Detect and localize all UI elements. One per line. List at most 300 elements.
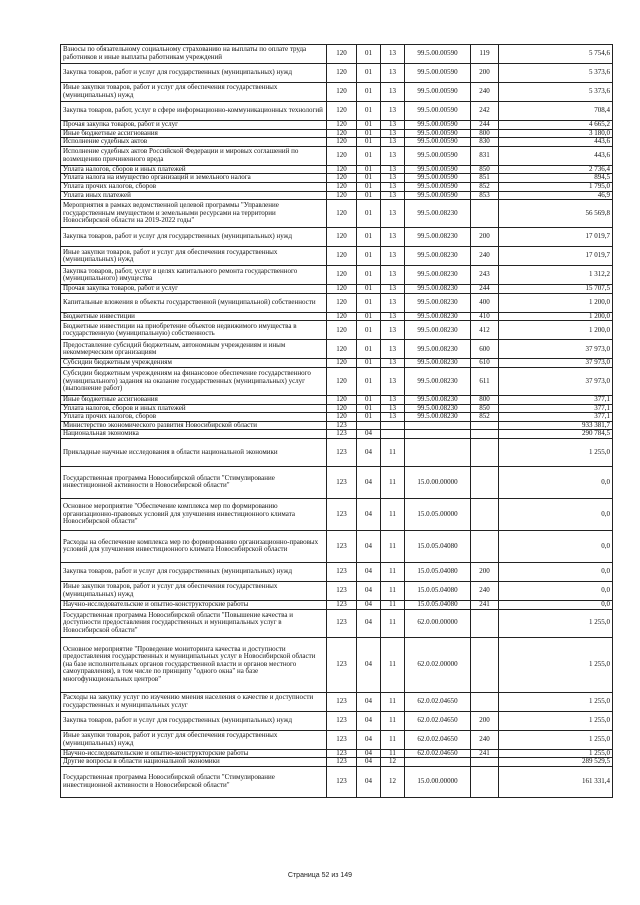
cell-ved: 123 (327, 438, 357, 466)
table-row (61, 138, 613, 147)
cell-csr: 99.5.00.08230 (405, 404, 471, 413)
cell-vr: 240 (471, 247, 499, 266)
cell-csr: 99.5.00.08230 (405, 312, 471, 321)
cell-name: Уплата налогов, сборов и иных платежей (61, 404, 327, 413)
cell-amount: 37 973,0 (499, 340, 613, 359)
cell-vr: 200 (471, 64, 499, 83)
cell-vr: 611 (471, 367, 499, 395)
cell-amount: 4 665,2 (499, 121, 613, 130)
cell-pr: 11 (381, 466, 405, 498)
cell-amount: 1 255,0 (499, 749, 613, 758)
cell-vr: 119 (471, 45, 499, 64)
cell-vr: 610 (471, 359, 499, 368)
cell-vr (471, 530, 499, 562)
cell-ved: 120 (327, 138, 357, 147)
cell-vr: 242 (471, 102, 499, 121)
cell-name: Иные закупки товаров, работ и услуг для обеспечения государственных (муниципальных) нужд (61, 83, 327, 102)
cell-name: Бюджетные инвестиции на приобретение объектов недвижимого имущества в государственную (муниципальную) собственность (61, 321, 327, 340)
cell-ved: 123 (327, 581, 357, 600)
cell-rz: 04 (357, 581, 381, 600)
cell-csr: 99.5.00.00590 (405, 83, 471, 102)
cell-pr: 13 (381, 359, 405, 368)
cell-vr: 200 (471, 562, 499, 581)
cell-amount: 1 255,0 (499, 692, 613, 711)
cell-vr (471, 609, 499, 637)
cell-rz: 01 (357, 228, 381, 247)
cell-vr: 853 (471, 191, 499, 200)
cell-name: Взносы по обязательному социальному страхованию на выплаты по оплате труда работников и иные выплаты работникам учреждений (61, 45, 327, 64)
cell-vr (471, 758, 499, 767)
table-row (61, 395, 613, 404)
cell-rz: 01 (357, 367, 381, 395)
cell-ved: 123 (327, 430, 357, 439)
cell-ved: 123 (327, 758, 357, 767)
cell-csr: 15.0.05.00000 (405, 498, 471, 530)
cell-csr: 99.5.00.08230 (405, 293, 471, 312)
cell-rz: 01 (357, 83, 381, 102)
cell-rz: 01 (357, 293, 381, 312)
cell-pr: 11 (381, 600, 405, 609)
table-row (61, 413, 613, 422)
table-row (61, 191, 613, 200)
cell-ved: 120 (327, 165, 357, 174)
table-row (61, 247, 613, 266)
cell-name: Бюджетные инвестиции (61, 312, 327, 321)
cell-ved: 120 (327, 146, 357, 165)
cell-amount: 37 973,0 (499, 359, 613, 368)
cell-ved: 120 (327, 121, 357, 130)
cell-vr: 244 (471, 285, 499, 294)
cell-name: Другие вопросы в области национальной экономики (61, 758, 327, 767)
cell-amount: 1 255,0 (499, 711, 613, 730)
cell-ved: 120 (327, 228, 357, 247)
cell-amount: 1 312,2 (499, 266, 613, 285)
cell-csr: 15.0.05.04080 (405, 530, 471, 562)
cell-amount: 0,0 (499, 530, 613, 562)
cell-pr: 13 (381, 228, 405, 247)
cell-rz: 04 (357, 466, 381, 498)
cell-name: Закупка товаров, работ и услуг для государственных (муниципальных) нужд (61, 711, 327, 730)
cell-csr: 99.5.00.00590 (405, 121, 471, 130)
cell-csr: 62.0.02.00000 (405, 637, 471, 692)
cell-ved: 120 (327, 266, 357, 285)
cell-pr: 13 (381, 191, 405, 200)
cell-rz: 04 (357, 600, 381, 609)
cell-rz: 01 (357, 165, 381, 174)
cell-pr: 13 (381, 321, 405, 340)
cell-ved: 123 (327, 711, 357, 730)
cell-pr: 11 (381, 730, 405, 749)
cell-name: Министерство экономического развития Новосибирской области (61, 421, 327, 430)
cell-csr: 62.0.00.00000 (405, 609, 471, 637)
cell-name: Закупка товаров, работ, услуг в сфере информационно-коммуникационных технологий (61, 102, 327, 121)
cell-ved: 120 (327, 395, 357, 404)
cell-ved: 123 (327, 692, 357, 711)
cell-pr: 13 (381, 45, 405, 64)
cell-amount: 1 200,0 (499, 321, 613, 340)
cell-name: Иные бюджетные ассигнования (61, 395, 327, 404)
cell-name: Научно-исследовательские и опытно-конструкторские работы (61, 600, 327, 609)
cell-pr: 13 (381, 146, 405, 165)
cell-rz: 01 (357, 404, 381, 413)
table-row (61, 637, 613, 692)
cell-pr (381, 430, 405, 439)
cell-rz: 01 (357, 266, 381, 285)
cell-vr: 850 (471, 165, 499, 174)
table-row (61, 266, 613, 285)
cell-amount: 2 736,4 (499, 165, 613, 174)
cell-ved: 120 (327, 200, 357, 228)
cell-amount: 0,0 (499, 466, 613, 498)
cell-csr: 99.5.00.00590 (405, 138, 471, 147)
table-row (61, 466, 613, 498)
cell-amount: 443,6 (499, 146, 613, 165)
cell-rz: 01 (357, 191, 381, 200)
cell-vr: 852 (471, 413, 499, 422)
table-row (61, 498, 613, 530)
table-row (61, 200, 613, 228)
budget-table-body (61, 45, 613, 798)
table-row (61, 321, 613, 340)
cell-vr: 244 (471, 121, 499, 130)
cell-rz: 01 (357, 247, 381, 266)
cell-csr: 99.5.00.08230 (405, 285, 471, 294)
cell-csr: 99.5.00.00590 (405, 191, 471, 200)
cell-name: Закупка товаров, работ и услуг для государственных (муниципальных) нужд (61, 64, 327, 83)
cell-vr: 831 (471, 146, 499, 165)
table-row (61, 285, 613, 294)
cell-ved: 123 (327, 730, 357, 749)
cell-pr: 13 (381, 64, 405, 83)
cell-pr: 13 (381, 285, 405, 294)
cell-vr: 800 (471, 395, 499, 404)
cell-ved: 123 (327, 609, 357, 637)
cell-rz: 01 (357, 285, 381, 294)
cell-ved: 120 (327, 182, 357, 191)
cell-ved: 120 (327, 321, 357, 340)
cell-amount: 1 200,0 (499, 312, 613, 321)
cell-ved: 123 (327, 498, 357, 530)
table-row (61, 174, 613, 183)
table-row (61, 367, 613, 395)
cell-csr: 15.0.05.04080 (405, 581, 471, 600)
cell-vr (471, 766, 499, 797)
cell-pr: 13 (381, 165, 405, 174)
cell-ved: 123 (327, 637, 357, 692)
cell-vr: 240 (471, 730, 499, 749)
cell-pr: 11 (381, 581, 405, 600)
cell-vr: 400 (471, 293, 499, 312)
cell-vr: 410 (471, 312, 499, 321)
cell-ved: 120 (327, 340, 357, 359)
cell-ved: 120 (327, 64, 357, 83)
cell-rz: 04 (357, 562, 381, 581)
cell-pr: 13 (381, 293, 405, 312)
cell-csr: 99.5.00.08230 (405, 266, 471, 285)
cell-ved: 120 (327, 191, 357, 200)
cell-name: Иные закупки товаров, работ и услуг для обеспечения государственных (муниципальных) нужд (61, 581, 327, 600)
cell-ved: 120 (327, 129, 357, 138)
cell-csr: 15.0.00.00000 (405, 466, 471, 498)
cell-rz: 01 (357, 395, 381, 404)
cell-ved: 120 (327, 312, 357, 321)
cell-csr: 15.0.05.04080 (405, 600, 471, 609)
cell-pr: 11 (381, 749, 405, 758)
cell-pr: 11 (381, 498, 405, 530)
table-row (61, 359, 613, 368)
cell-csr: 99.5.00.00590 (405, 174, 471, 183)
cell-vr (471, 466, 499, 498)
cell-ved: 120 (327, 83, 357, 102)
cell-pr: 13 (381, 404, 405, 413)
table-row (61, 692, 613, 711)
cell-vr: 200 (471, 711, 499, 730)
cell-pr: 13 (381, 83, 405, 102)
cell-ved: 120 (327, 247, 357, 266)
cell-name: Основное мероприятие "Проведение мониторинга качества и доступности предоставления государственных и муниципальных услуг в Новосибирской области (на базе исполнительных органов государственной власти и органов местного самоуправления), в том числе по принципу "одного окна" на базе многофункциональных центров" (61, 637, 327, 692)
cell-name: Уплата прочих налогов, сборов (61, 182, 327, 191)
page-number: Страница 52 из 149 (287, 872, 353, 879)
cell-amount: 17 019,7 (499, 228, 613, 247)
cell-csr: 99.5.00.00590 (405, 182, 471, 191)
cell-csr: 99.5.00.08230 (405, 228, 471, 247)
cell-amount: 5 754,6 (499, 45, 613, 64)
cell-vr: 800 (471, 129, 499, 138)
cell-amount: 933 381,7 (499, 421, 613, 430)
cell-csr: 62.0.02.04650 (405, 730, 471, 749)
cell-name: Научно-исследовательские и опытно-конструкторские работы (61, 749, 327, 758)
cell-pr: 13 (381, 312, 405, 321)
cell-ved: 120 (327, 367, 357, 395)
cell-name: Закупка товаров, работ, услуг в целях капитального ремонта государственного (муниципального) имущества (61, 266, 327, 285)
budget-table (60, 44, 613, 798)
table-row (61, 600, 613, 609)
cell-rz: 01 (357, 340, 381, 359)
cell-rz: 04 (357, 749, 381, 758)
table-row (61, 293, 613, 312)
cell-name: Государственная программа Новосибирской области "Повышение качества и доступности предоставления государственных и муниципальных услуг в Новосибирской области" (61, 609, 327, 637)
cell-name: Субсидии бюджетным учреждениям на финансовое обеспечение государственного (муниципального) задания на оказание государственных (муниципальных) услуг (выполнение работ) (61, 367, 327, 395)
cell-amount: 17 019,7 (499, 247, 613, 266)
cell-rz: 01 (357, 312, 381, 321)
cell-csr: 99.5.00.08230 (405, 395, 471, 404)
cell-pr: 11 (381, 609, 405, 637)
cell-csr: 99.5.00.08230 (405, 359, 471, 368)
cell-amount: 377,1 (499, 395, 613, 404)
table-row (61, 562, 613, 581)
cell-amount: 46,9 (499, 191, 613, 200)
cell-rz: 01 (357, 102, 381, 121)
cell-name: Прикладные научные исследования в области национальной экономики (61, 438, 327, 466)
cell-vr (471, 200, 499, 228)
cell-rz: 01 (357, 321, 381, 340)
table-row (61, 421, 613, 430)
table-row (61, 438, 613, 466)
cell-csr (405, 430, 471, 439)
cell-name: Мероприятия в рамках ведомственной целевой программы "Управление государственным имуществом и земельными ресурсами на территории Новосибирской области на 2019-2022 годы" (61, 200, 327, 228)
cell-name: Иные закупки товаров, работ и услуг для обеспечения государственных (муниципальных) нужд (61, 730, 327, 749)
cell-pr (381, 421, 405, 430)
table-row (61, 766, 613, 797)
table-row (61, 609, 613, 637)
cell-rz: 04 (357, 711, 381, 730)
cell-rz: 01 (357, 146, 381, 165)
cell-amount: 161 331,4 (499, 766, 613, 797)
table-row (61, 129, 613, 138)
cell-csr (405, 758, 471, 767)
cell-csr: 99.5.00.00590 (405, 129, 471, 138)
cell-csr: 99.5.00.00590 (405, 146, 471, 165)
cell-amount: 377,1 (499, 404, 613, 413)
cell-amount: 894,5 (499, 174, 613, 183)
table-row (61, 182, 613, 191)
table-row (61, 730, 613, 749)
cell-name: Прочая закупка товаров, работ и услуг (61, 121, 327, 130)
cell-name: Уплата налога на имущество организаций и земельного налога (61, 174, 327, 183)
table-row (61, 165, 613, 174)
cell-amount: 1 795,0 (499, 182, 613, 191)
cell-rz: 01 (357, 138, 381, 147)
table-row (61, 749, 613, 758)
cell-vr: 240 (471, 83, 499, 102)
cell-vr: 412 (471, 321, 499, 340)
cell-csr: 99.5.00.08230 (405, 367, 471, 395)
cell-name: Уплата налогов, сборов и иных платежей (61, 165, 327, 174)
cell-amount: 1 200,0 (499, 293, 613, 312)
cell-amount: 708,4 (499, 102, 613, 121)
cell-name: Расходы на закупку услуг по изучению мнения населения о качестве и доступности государственных и муниципальных услуг (61, 692, 327, 711)
cell-name: Капитальные вложения в объекты государственной (муниципальной) собственности (61, 293, 327, 312)
cell-vr: 240 (471, 581, 499, 600)
cell-amount: 0,0 (499, 562, 613, 581)
cell-name: Закупка товаров, работ и услуг для государственных (муниципальных) нужд (61, 228, 327, 247)
cell-name: Расходы на обеспечение комплекса мер по формированию организационно-правовых условий для улучшения инвестиционного климата Новосибирской области (61, 530, 327, 562)
cell-pr: 11 (381, 530, 405, 562)
cell-pr: 13 (381, 413, 405, 422)
cell-csr: 15.0.05.04080 (405, 562, 471, 581)
table-row (61, 312, 613, 321)
cell-rz: 01 (357, 359, 381, 368)
cell-pr: 11 (381, 637, 405, 692)
cell-rz: 01 (357, 174, 381, 183)
cell-csr: 99.5.00.08230 (405, 321, 471, 340)
cell-amount: 1 255,0 (499, 438, 613, 466)
table-row (61, 121, 613, 130)
cell-amount: 56 569,8 (499, 200, 613, 228)
cell-name: Иные закупки товаров, работ и услуг для обеспечения государственных (муниципальных) нужд (61, 247, 327, 266)
cell-rz: 04 (357, 758, 381, 767)
cell-csr: 15.0.00.00000 (405, 766, 471, 797)
cell-amount: 15 707,5 (499, 285, 613, 294)
table-row (61, 228, 613, 247)
cell-vr: 852 (471, 182, 499, 191)
cell-amount: 1 255,0 (499, 730, 613, 749)
table-row (61, 83, 613, 102)
cell-rz: 04 (357, 609, 381, 637)
cell-ved: 123 (327, 600, 357, 609)
cell-pr: 13 (381, 121, 405, 130)
cell-vr: 200 (471, 228, 499, 247)
cell-csr: 62.0.02.04650 (405, 692, 471, 711)
cell-rz: 01 (357, 45, 381, 64)
table-row (61, 340, 613, 359)
cell-vr: 241 (471, 749, 499, 758)
cell-csr: 99.5.00.00590 (405, 165, 471, 174)
cell-csr (405, 438, 471, 466)
table-row (61, 64, 613, 83)
cell-ved: 123 (327, 530, 357, 562)
cell-rz: 01 (357, 182, 381, 191)
table-row (61, 711, 613, 730)
cell-csr: 99.5.00.08230 (405, 200, 471, 228)
cell-pr: 11 (381, 711, 405, 730)
cell-pr: 11 (381, 692, 405, 711)
cell-ved: 123 (327, 466, 357, 498)
cell-ved: 120 (327, 174, 357, 183)
cell-ved: 120 (327, 293, 357, 312)
cell-pr: 13 (381, 200, 405, 228)
cell-vr: 851 (471, 174, 499, 183)
cell-name: Прочая закупка товаров, работ и услуг (61, 285, 327, 294)
cell-vr: 850 (471, 404, 499, 413)
table-row (61, 404, 613, 413)
cell-vr: 241 (471, 600, 499, 609)
cell-ved: 120 (327, 45, 357, 64)
cell-ved: 120 (327, 404, 357, 413)
cell-pr: 11 (381, 562, 405, 581)
cell-pr: 12 (381, 766, 405, 797)
cell-rz: 01 (357, 64, 381, 83)
cell-csr: 99.5.00.00590 (405, 64, 471, 83)
cell-vr: 243 (471, 266, 499, 285)
table-row (61, 45, 613, 64)
cell-vr (471, 430, 499, 439)
cell-amount: 1 255,0 (499, 637, 613, 692)
cell-amount: 1 255,0 (499, 609, 613, 637)
cell-pr: 13 (381, 247, 405, 266)
cell-amount: 37 973,0 (499, 367, 613, 395)
cell-csr: 62.0.02.04650 (405, 749, 471, 758)
cell-pr: 13 (381, 102, 405, 121)
cell-pr: 13 (381, 395, 405, 404)
cell-pr: 13 (381, 340, 405, 359)
cell-name: Закупка товаров, работ и услуг для государственных (муниципальных) нужд (61, 562, 327, 581)
cell-vr (471, 498, 499, 530)
cell-rz: 04 (357, 530, 381, 562)
cell-rz: 04 (357, 498, 381, 530)
cell-name: Иные бюджетные ассигнования (61, 129, 327, 138)
cell-pr: 13 (381, 138, 405, 147)
cell-ved: 123 (327, 766, 357, 797)
cell-pr: 13 (381, 266, 405, 285)
cell-rz: 01 (357, 200, 381, 228)
cell-ved: 123 (327, 421, 357, 430)
cell-ved: 123 (327, 749, 357, 758)
cell-csr: 62.0.02.04650 (405, 711, 471, 730)
cell-amount: 289 529,5 (499, 758, 613, 767)
cell-name: Исполнение судебных актов Российской Федерации и мировых соглашений по возмещению причиненного вреда (61, 146, 327, 165)
cell-pr: 13 (381, 182, 405, 191)
cell-rz: 04 (357, 430, 381, 439)
cell-ved: 123 (327, 562, 357, 581)
cell-vr: 600 (471, 340, 499, 359)
cell-name: Субсидии бюджетным учреждениям (61, 359, 327, 368)
cell-ved: 120 (327, 359, 357, 368)
page-footer (0, 872, 640, 879)
cell-rz: 04 (357, 438, 381, 466)
table-row (61, 102, 613, 121)
cell-csr: 99.5.00.00590 (405, 102, 471, 121)
